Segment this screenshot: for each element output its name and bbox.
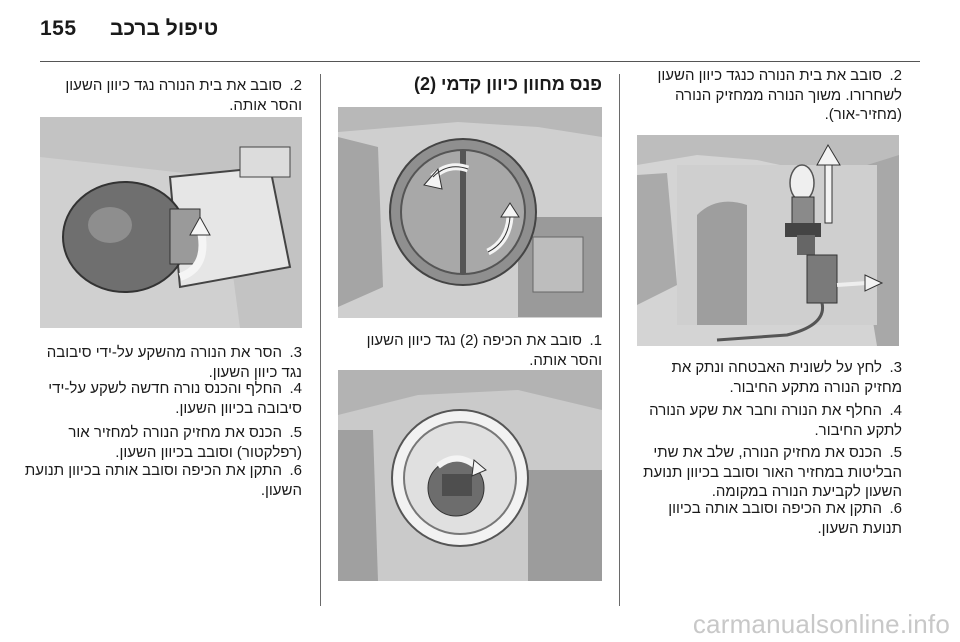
right-step-2: 2.סובב את בית הנורה כנגד כיוון השעון לשחרורו. משוך הנורה ממחזיק הנורה (מחזיר-אור). xyxy=(657,67,902,123)
left-step-3: 3.הסר את הנורה מהשקע על-ידי סיבובה נגד כיוון השעון. xyxy=(46,344,302,381)
page-number: 155 xyxy=(40,17,77,40)
bulb-rotate-photo xyxy=(40,117,302,328)
page-title: טיפול ברכב xyxy=(110,17,219,40)
header-divider xyxy=(40,61,920,62)
right-step-3: 3.לחץ על לשונית האבטחה ונתק את מחזיק הנורה מתקע החיבור. xyxy=(671,359,902,396)
section-title: פנס מחוון כיוון קדמי (2) xyxy=(414,74,602,94)
indicator-cap-photo xyxy=(338,107,602,318)
bulb-holder-removal-photo xyxy=(637,135,899,346)
left-step-2: 2.סובב את בית הנורה נגד כיוון השעון והסר אותה. xyxy=(65,77,302,114)
right-step-4: 4.החלף את הנורה וחבר את שקע הנורה לתקע החיבור. xyxy=(649,402,902,439)
watermark: carmanualsonline.info xyxy=(692,609,950,639)
left-step-5: 5.הכנס את מחזיק הנורה למחזיר אור (רפלקטור) וסובב בכיוון השעון. xyxy=(68,424,302,461)
right-step-6: 6.התקן את הכיפה וסובב אותה בכיוון תנועת השעון. xyxy=(668,500,902,537)
left-step-4: 4.החלף והכנס נורה חדשה לשקע על-ידי סיבובה בכיוון השעון. xyxy=(48,380,302,417)
left-step-6: 6.התקן את הכיפה וסובב אותה בכיוון תנועת השעון. xyxy=(24,462,302,499)
column-divider-left xyxy=(320,74,321,606)
right-step-5: 5.הכנס את מחזיק הנורה, שלב את שתי הבליטות במחזיר האור וסובב בכיוון תנועת השעון לקביעת הנורה במקומה. xyxy=(643,444,902,500)
middle-step-1: 1.סובב את הכיפה (2) נגד כיוון השעון והסר אותה. xyxy=(366,332,602,369)
bulb-socket-photo xyxy=(338,370,602,581)
column-divider-right xyxy=(619,74,620,606)
